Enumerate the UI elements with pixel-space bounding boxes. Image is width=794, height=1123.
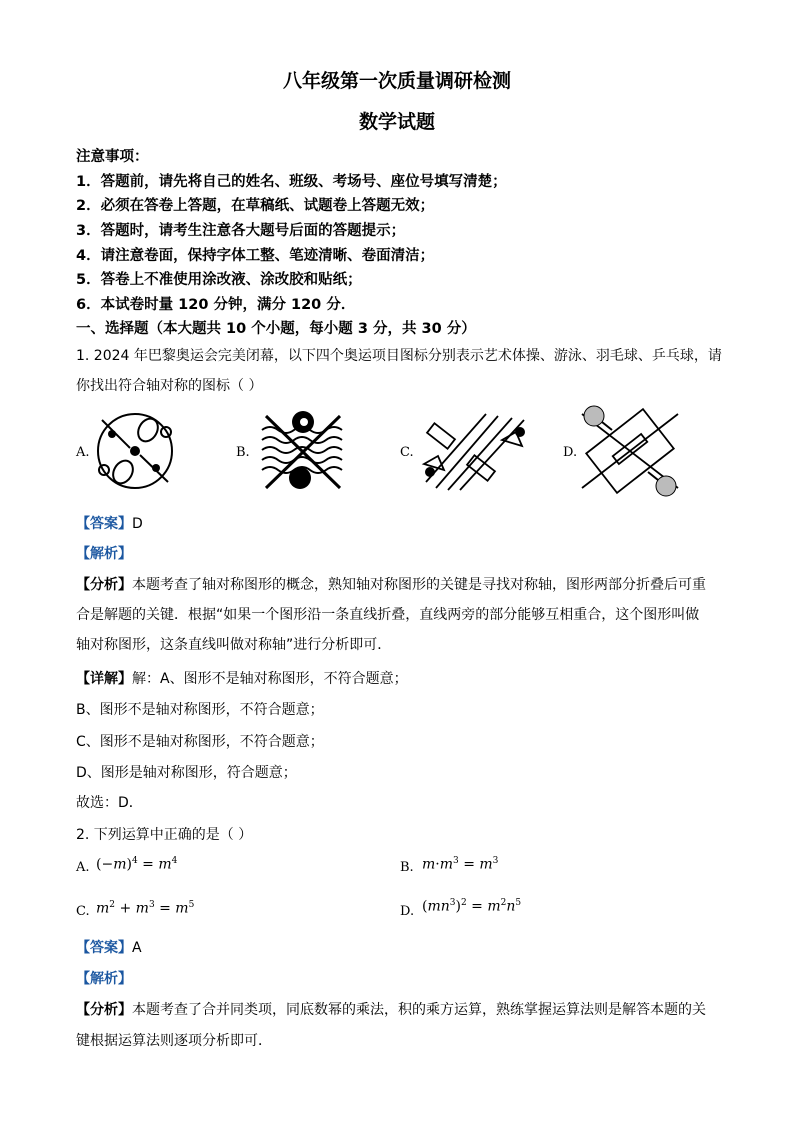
q1-stem-line-1: 1. 2024 年巴黎奥运会完美闭幕，以下四个奥运项目图标分别表示艺术体操、游泳、羽毛球、乒乓球，请 [76, 348, 722, 364]
q1-answer [76, 513, 143, 533]
answer-tag: 【答案】 [76, 516, 132, 532]
analysis-tag: 【解析】 [76, 971, 132, 987]
notice-item-1: 1．答题前，请先将自己的姓名、班级、考场号、座位号填写清楚； [76, 174, 507, 190]
detail-tag: 【详解】 [76, 671, 132, 687]
q1-option-d-label: D. [563, 445, 578, 460]
q1-detail-line-1 [76, 668, 408, 688]
notice-item-5: 5．答卷上不准使用涂改液、涂改胶和贴纸； [76, 272, 362, 288]
q2-stem: 2. 下列运算中正确的是（ ） [76, 827, 253, 843]
fenxi-tag: 【分析】 [76, 577, 132, 593]
q2-fenxi-line-1 [76, 999, 706, 1019]
fenxi-text: 本题考查了轴对称图形的概念，熟知轴对称图形的关键是寻找对称轴，图形两部分折叠后可重 [132, 577, 706, 593]
notice-heading: 注意事项： [76, 149, 149, 165]
detail-text: 解：A、图形不是轴对称图形，不符合题意； [132, 671, 408, 687]
notice-item-4: 4．请注意卷面，保持字体工整、笔迹清晰、卷面清洁； [76, 248, 435, 264]
q2-option-b-label: B. [400, 860, 414, 875]
q2-option-d-formula: $(mn^3)^2 = m^2n^5$ [422, 898, 522, 915]
q2-option-b-formula: $m\cdot m^3 = m^3$ [422, 856, 499, 873]
q1-detail-line-4: D、图形是轴对称图形，符合题意； [76, 765, 297, 781]
page-title: 八年级第一次质量调研检测 [282, 70, 511, 92]
section-heading: 一、选择题（本大题共 10 个小题，每小题 3 分，共 30 分） [76, 321, 476, 337]
notice-item-2: 2．必须在答卷上答题，在草稿纸、试题卷上答题无效； [76, 198, 435, 214]
q2-option-c-label: C. [76, 904, 90, 919]
gymnastics-icon [90, 410, 180, 492]
q2-option-a-label: A. [76, 860, 90, 875]
q1-detail-line-2: B、图形不是轴对称图形，不符合题意； [76, 702, 324, 718]
fenxi-tag: 【分析】 [76, 1002, 132, 1018]
q2-option-d-label: D. [400, 904, 415, 919]
q1-fenxi-line-1 [76, 574, 706, 594]
q2-fenxi-line-2: 键根据运算法则逐项分析即可． [76, 1033, 272, 1049]
notice-item-6: 6．本试卷时量 120 分钟，满分 120 分． [76, 297, 356, 313]
q2-option-c-formula: $m^2 + m^3 = m^5$ [96, 900, 195, 917]
q1-option-b-label: B. [236, 445, 250, 460]
q1-detail-line-5: 故选：D． [76, 795, 143, 811]
page-subtitle: 数学试题 [358, 111, 435, 133]
swimming-icon [258, 410, 348, 492]
q2-answer [76, 937, 142, 957]
answer-value: A [132, 940, 142, 956]
table-tennis-icon [578, 404, 682, 498]
notice-item-3: 3．答题时，请考生注意各大题号后面的答题提示； [76, 223, 406, 239]
q2-option-a-formula: $(-m)^4 = m^4$ [96, 856, 178, 873]
analysis-tag: 【解析】 [76, 546, 132, 562]
q1-detail-line-3: C、图形不是轴对称图形，不符合题意； [76, 734, 324, 750]
q1-option-a-label: A. [76, 445, 90, 460]
badminton-icon [416, 410, 536, 492]
answer-value: D [132, 516, 143, 532]
q1-stem-line-2: 你找出符合轴对称的图标（ ） [76, 378, 263, 394]
q1-fenxi-line-3: 轴对称图形，这条直线叫做对称轴”进行分析即可． [76, 637, 392, 653]
q1-analysis [76, 543, 132, 563]
fenxi-text: 本题考查了合并同类项，同底数幂的乘法，积的乘方运算，熟练掌握运算法则是解答本题的关 [132, 1002, 706, 1018]
q1-option-c-label: C. [400, 445, 414, 460]
answer-tag: 【答案】 [76, 940, 132, 956]
q1-fenxi-line-2: 合是解题的关键．根据“如果一个图形沿一条直线折叠，直线两旁的部分能够互相重合，这个图形叫做 [76, 607, 700, 623]
q2-analysis [76, 968, 132, 988]
